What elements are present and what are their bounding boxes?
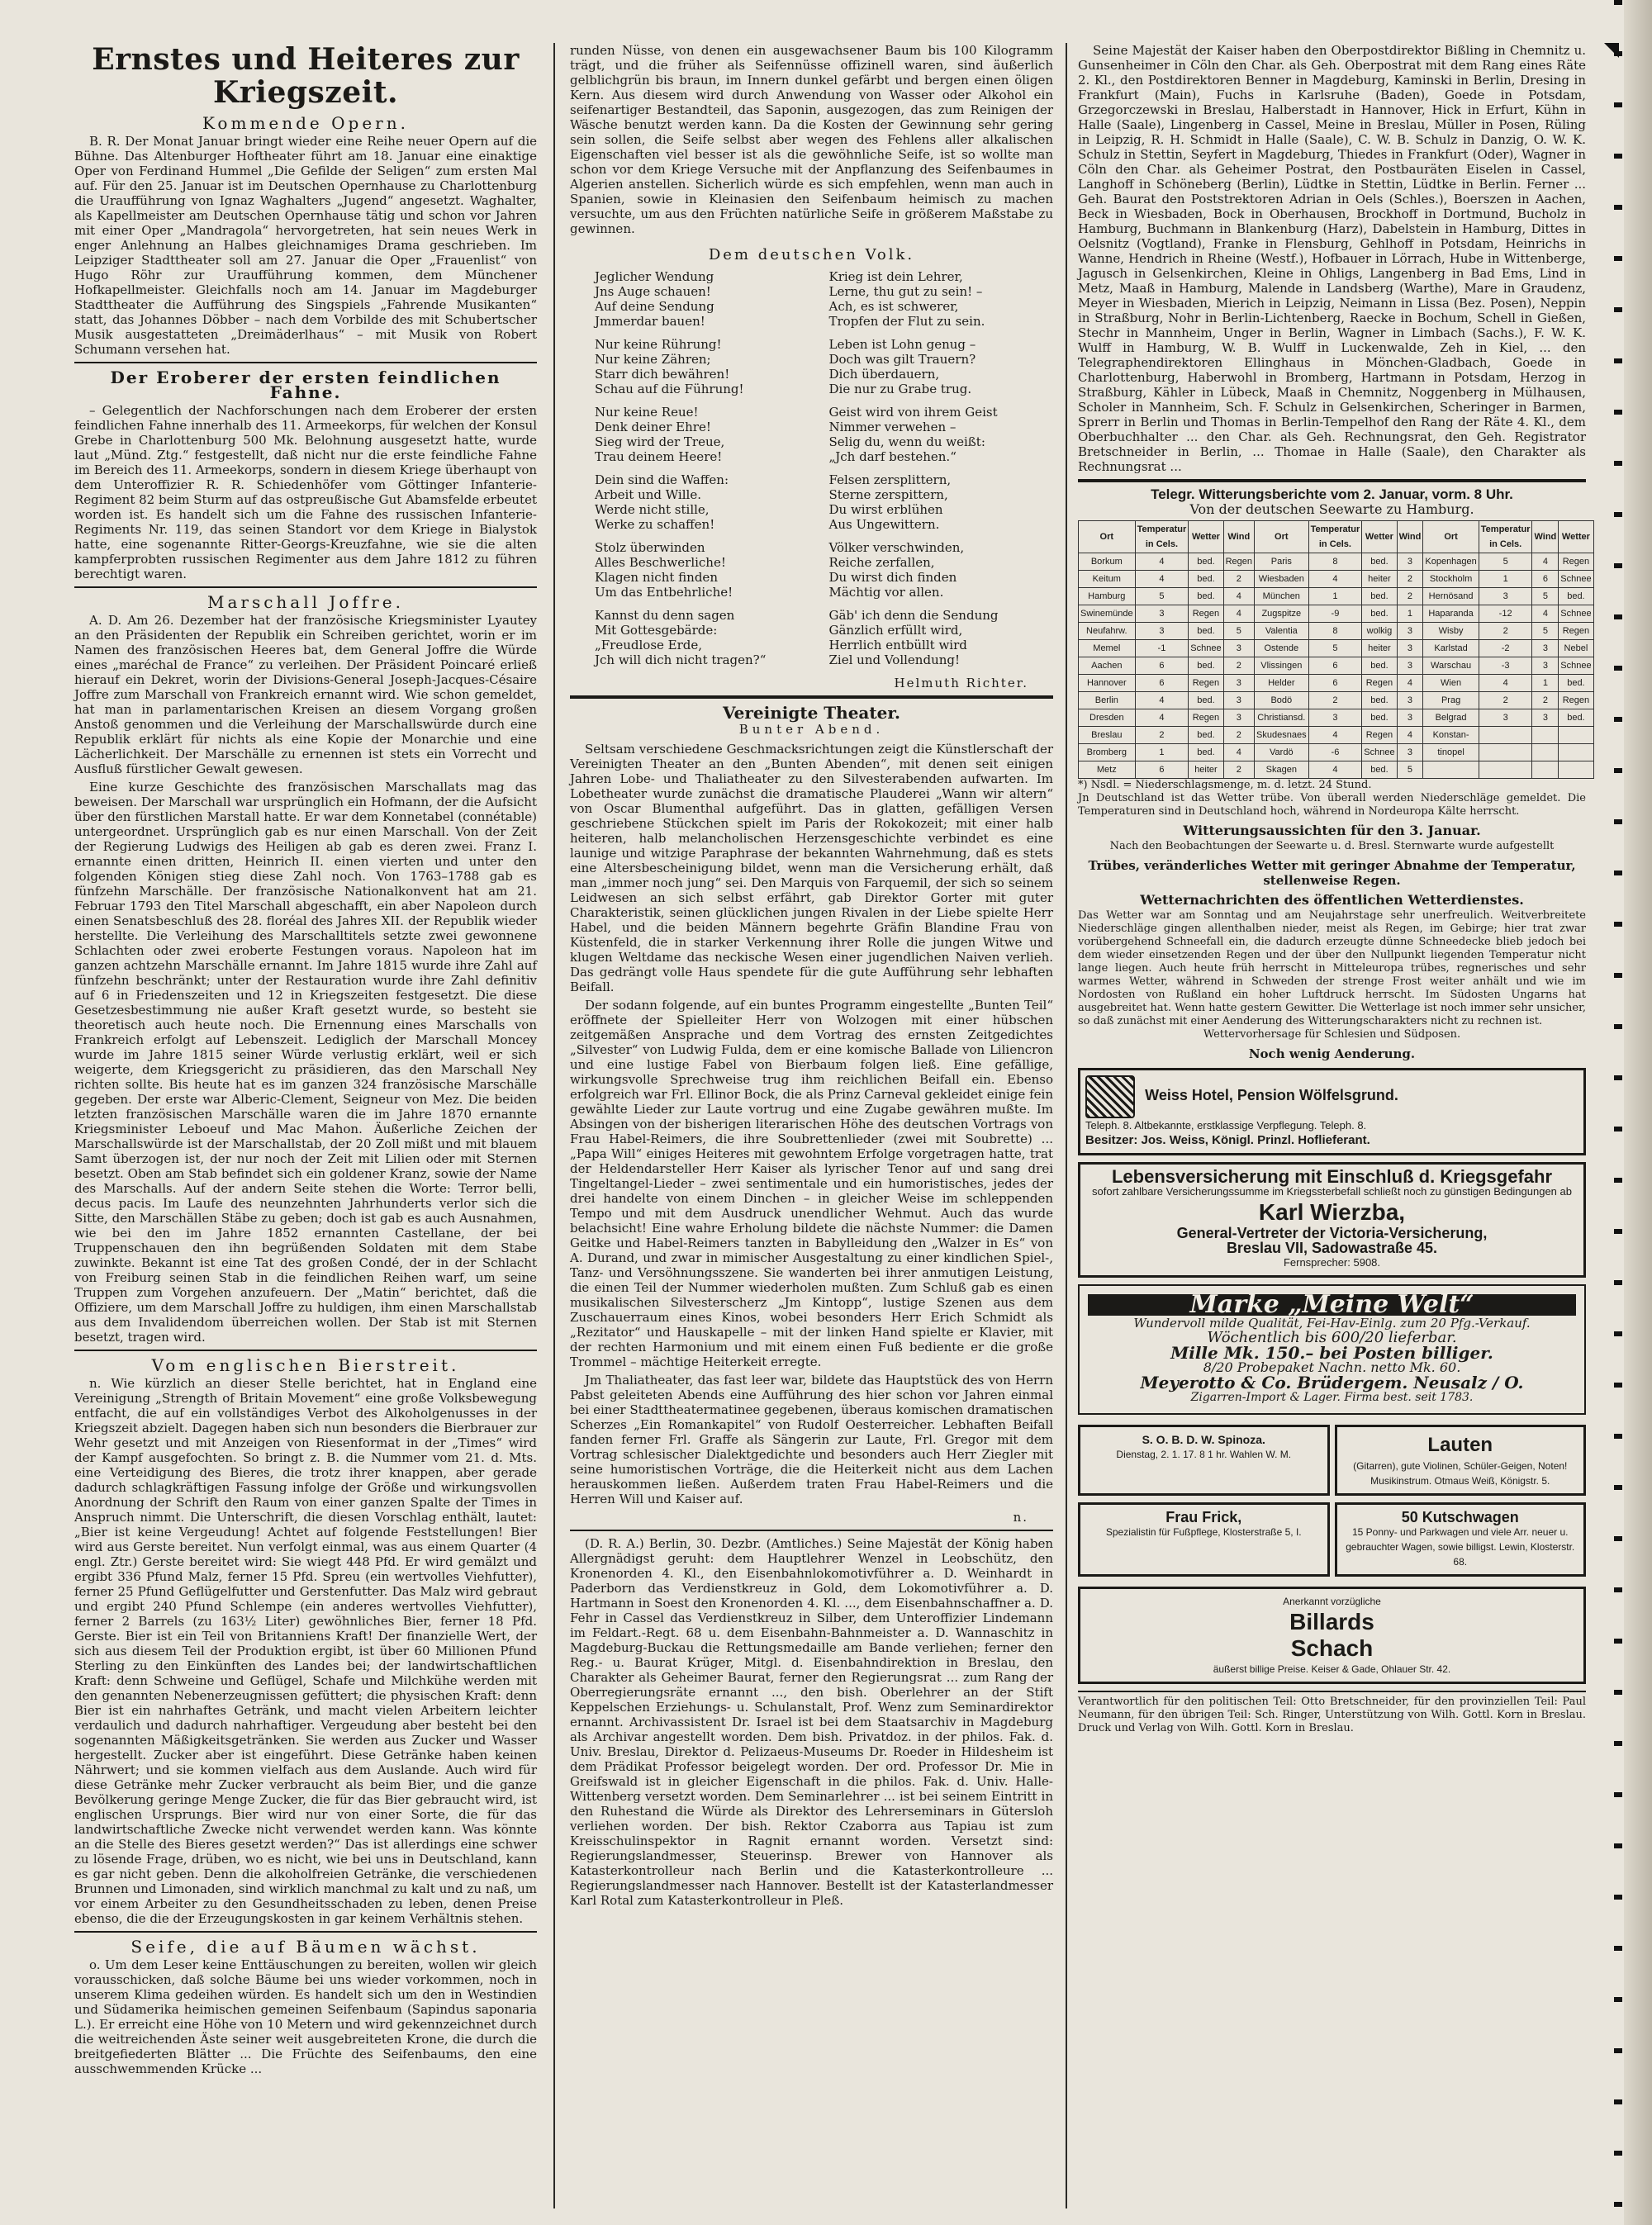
table-cell: Skagen: [1255, 761, 1309, 779]
table-cell: Regen: [1559, 553, 1593, 571]
table-cell: bed.: [1362, 605, 1397, 623]
table-cell: bed.: [1362, 553, 1397, 571]
table-cell: 3: [1532, 640, 1559, 657]
table-cell: 5: [1532, 623, 1559, 640]
table-cell: 3: [1135, 605, 1189, 623]
ad-text: 8/20 Probepaket Nachn. netto Mk. 60.: [1203, 1359, 1461, 1375]
table-cell: Schnee: [1189, 640, 1223, 657]
forecast-subtitle: Nach den Beobachtungen der Seewarte u. d. Bresl. Sternwarte wurde aufgestellt: [1109, 840, 1555, 852]
column-rule: [1066, 43, 1067, 2208]
poem-title: Dem deutschen Volk.: [708, 246, 915, 263]
table-cell: 3: [1397, 640, 1423, 657]
article-title: Der Eroberer der ersten feindlichen Fahne.: [110, 368, 501, 402]
table-cell: bed.: [1189, 588, 1223, 605]
table-cell: 4: [1223, 744, 1254, 761]
table-cell: Kopenhagen: [1423, 553, 1479, 571]
table-cell: 2: [1479, 692, 1532, 709]
table-cell: 4: [1135, 571, 1189, 588]
table-cell: 1: [1532, 675, 1559, 692]
table-cell: Memel: [1079, 640, 1136, 657]
table-cell: 1: [1397, 605, 1423, 623]
ad-title: Lebensversicherung mit Einschluß d. Kriegsgefahr: [1111, 1166, 1553, 1187]
ad-text: (Gitarren), gute Violinen, Schüler-Geigen, Noten! Musikinstrum. Otmaus Weiß, Königstr. 5.: [1353, 1460, 1568, 1487]
ad-title: 50 Kutschwagen: [1401, 1509, 1519, 1525]
table-cell: 5: [1223, 623, 1254, 640]
poem-stanza: Nur keine Rührung! Nur keine Zähren; Starr dich bewähren! Schau auf die Führung!: [595, 337, 744, 396]
table-cell: Metz: [1079, 761, 1136, 779]
column-3: [1078, 43, 1592, 2208]
table-cell: Wien: [1423, 675, 1479, 692]
table-cell: Dresden: [1079, 709, 1136, 727]
table-cell: 8: [1308, 623, 1362, 640]
table-cell: -2: [1479, 640, 1532, 657]
table-cell: -1: [1135, 640, 1189, 657]
table-cell: 6: [1135, 675, 1189, 692]
poem-stanza: Felsen zersplittern, Sterne zerspittern, Du wirst erblühen Aus Ungewittern.: [828, 472, 952, 532]
table-cell: Keitum: [1079, 571, 1136, 588]
ad-lauten: [1335, 1425, 1587, 1496]
weather-table: [1078, 520, 1594, 779]
table-cell: -6: [1308, 744, 1362, 761]
table-cell: 4: [1532, 553, 1559, 571]
table-cell: bed.: [1189, 571, 1223, 588]
poem-stanza: Kannst du denn sagen Mit Gottesgebärde: „Freudlose Erde, Jch will dich nicht tragen?“: [595, 608, 767, 667]
weather-news-text: Das Wetter war am Sonntag und am Neujahrstage sehr unerfreulich. Weitverbreitete Niederschläge gingen allenthalben nieder, meist als Regen, im Gebirge; hier trat zwar vorübergehend Schneefall ein, die dadurch erzeugte dünne Schneedecke blieb jedoch bei dem wieder einsetzenden Regen und der über den Nullpunkt liegenden Temperatur nicht lange liegen. Auch heute früh herrscht in Mitteleuropa trübes, regnerisches und sehr warmes Wetter, während in Schweden der strenge Frost weiter anhält und wie im Nordosten von Rußland ein hoher Luftdruck herrscht. Im Südosten Ungarns hat ausgebreitet hat. Wenn hatte gestern Gewitter. Die Wetterlage ist noch immer sehr unsicher, so daß zunächst mit einer Aenderung des Witterungscharakters nicht zu rechnen ist.: [1078, 909, 1586, 1027]
table-cell: 3: [1532, 709, 1559, 727]
table-cell: 5: [1397, 761, 1423, 779]
table-cell: 4: [1532, 605, 1559, 623]
table-cell: bed.: [1189, 623, 1223, 640]
table-cell: [1559, 727, 1593, 744]
weather-table-body: [1079, 553, 1594, 779]
ad-weiss-hotel: [1078, 1068, 1586, 1155]
table-cell: Schnee: [1559, 657, 1593, 675]
column-2: [570, 43, 1053, 2208]
table-cell: Prag: [1423, 692, 1479, 709]
article-text: – Gelegentlich der Nachforschungen nach dem Eroberer der ersten feindlichen Fahne innerhalb des 11. Armeekorps, für welchen der Konsul Grebe in Charlottenburg 500 Mk. Belohnung ausgesetzt hatte, wurde laut „Münd. Ztg.“ festgestellt, daß nicht nur die erste feindliche Fahne im Bereich des 11. Armeekorps, sondern in diesem Kriege überhaupt von dem Unteroffizier R. R. Schiedenhöfer vom Göttinger Infanterie-Regiment 82 beim Sturm auf das ostpreußische Gut Abamsfelde erbeutet worden ist. Es handelt sich um die Fahne des russischen Infanterie-Regiments Nr. 119, das seinen Standort vor dem Kriege in Bialystok hatte, eine sogenannte Ritter-Georgs-Kreuzfahne, wie sie die alten kampferprobten russischen Regimenter aus dem Jahre 1812 zu führen berechtigt waren.: [74, 403, 538, 581]
weather-news-title: Wetternachrichten des öffentlichen Wetterdienstes.: [1140, 892, 1524, 908]
ad-brand: Marke „Meine Welt“: [1088, 1294, 1576, 1316]
table-cell: Vlissingen: [1255, 657, 1309, 675]
table-cell: 4: [1308, 571, 1362, 588]
table-cell: [1479, 761, 1532, 779]
table-cell: 2: [1223, 761, 1254, 779]
table-cell: -12: [1479, 605, 1532, 623]
margin-marks: [1614, 0, 1622, 2225]
table-cell: Skudesnaes: [1255, 727, 1309, 744]
table-cell: heiter: [1189, 761, 1223, 779]
table-cell: 4: [1135, 709, 1189, 727]
table-cell: Schnee: [1559, 571, 1593, 588]
table-cell: [1423, 761, 1479, 779]
table-header: Wind: [1223, 521, 1254, 553]
ad-row: [1078, 1499, 1586, 1580]
table-header: Wetter: [1559, 521, 1593, 553]
crest-icon: [1085, 1075, 1135, 1118]
article-text: Seine Majestät der Kaiser haben den Oberpostdirektor Bißling in Chemnitz u. Gunsenheimer in Cöln den Char. als Geh. Oberpostrat mit dem Rang eines Räte 2. Kl., den Postdirektoren Benner in Magdeburg, Kaminski in Berlin, Dresing in Frankfurt (Main), Fuchs in Karlsruhe (Baden), Goede in Potsdam, Grzegorczewski in Breslau, Halberstadt in Hannover, Hick in Erfurt, Kühn in Halle (Saale), Lingenberg in Cassel, Meine in Breslau, Müller in Posen, Rüling in Leipzig, R. H. Schmidt in Halle (Saale), C. W. B. Schulz in Danzig, O. W. K. Schulz in Stettin, Seyfert in Magdeburg, Thiedes in Frankfurt (Oder), Wagner in Cöln den Char. als Geheimer Postrat, den Postbauräten Eiselen in Cassel, Langhoff in Schöneberg (Berlin), Lüdtke in Stettin, Lüdtke in Berlin. Ferner ... Geh. Baurat den Poststrektoren Adrian in Oels (Schles.), Boerszen in Aachen, Beck in Wiesbaden, Bock in Oberhausen, Brockhoff in Dortmund, Bucholz in Hamburg, Buchmann in Blankenburg (Harz), Dabelstein in Hamburg, Dittes in Oelsnitz (Vogtland), Franke in Flensburg, Gehlhoff in Potsdam, Heinrichs in Wanne, Hendrich in Rheine (Westf.), Hofbauer in Lörrach, Hube in Wittenberge, Jagusch in Gelsenkirchen, Kleine in Ohligs, Langenberg in Bad Ems, Lind in Metz, Maaß in Hamburg, Malende in Landsberg (Warthe), Mare in Graudenz, Meyer in Wiesbaden, Mierich in Leipzig, Neimann in Lissa (Bez. Posen), Neppin in Straßburg, Nohr in Berlin-Lichtenberg, Raecke in Bochum, Schell in Gießen, Stechr in Mannheim, Unger in Berlin, Wagner in Limbach (Sachs.), F. W. K. Wulff in Hamburg, W. B. Wulff in Luckenwalde, Zeh in Kiel, ... den Telegraphendirektoren Ellinghaus in Mönchen-Gladbach, Goede in Charlottenburg, Haberwohl in Bromberg, Hartmann in Potsdam, Herzog in Straßburg, Kähler in Lübeck, Maaß in Chemnitz, Noggenberg in Mülhausen, Scholer in Mannheim, Sch. F. Schulz in Gelsenkirchen, Scheringer in Barmen, Sprerr in Berlin und Thomas in Berlin-Tempelhof den Rang der Räte 4. Kl., dem Oberbuchhalter ... den Char. als Geh. Rechnungsrat, den Geh. Registrator Bretschneider in Berlin, ... Thomae in Halle (Saale), den Charakter als Rechnungsrat ...: [1078, 43, 1586, 474]
column-rule: [553, 43, 555, 2208]
table-cell: 2: [1479, 623, 1532, 640]
divider: [74, 1931, 537, 1933]
forecast-title: Witterungsaussichten für den 3. Januar.: [1183, 823, 1481, 838]
table-cell: Warschau: [1423, 657, 1479, 675]
table-cell: München: [1255, 588, 1309, 605]
table-cell: Regen: [1559, 623, 1593, 640]
article-title: Marschall Joffre.: [207, 592, 404, 612]
table-cell: bed.: [1362, 761, 1397, 779]
ad-title: S. O. B. D. W. Spinoza.: [1142, 1433, 1265, 1446]
weather-note: Jn Deutschland ist das Wetter trübe. Von überall werden Niederschläge gemeldet. Die Temperaturen sind in Deutschland hoch, während in Nordeuropa Kälte herrscht.: [1078, 792, 1586, 818]
table-cell: 2: [1397, 571, 1423, 588]
table-cell: [1479, 744, 1532, 761]
table-cell: Belgrad: [1423, 709, 1479, 727]
table-cell: Regen: [1559, 692, 1593, 709]
table-cell: 3: [1532, 657, 1559, 675]
ad-text: äußerst billige Preise. Keiser & Gade, Ohlauer Str. 42.: [1213, 1663, 1451, 1675]
column-1: [74, 43, 537, 2208]
table-cell: 3: [1479, 588, 1532, 605]
table-cell: Helder: [1255, 675, 1309, 692]
table-cell: Breslau: [1079, 727, 1136, 744]
ad-text: Meyerotto & Co. Brüdergem. Neusalz / O.: [1140, 1373, 1524, 1392]
table-cell: Vardö: [1255, 744, 1309, 761]
table-cell: 6: [1532, 571, 1559, 588]
table-cell: 2: [1397, 588, 1423, 605]
table-cell: 6: [1135, 657, 1189, 675]
table-cell: Regen: [1189, 709, 1223, 727]
table-header: Wetter: [1362, 521, 1397, 553]
poem-author: Helmuth Richter.: [894, 676, 1028, 690]
poem-stanza: Geist wird von ihrem Geist Nimmer verwehen – Selig du, wenn du weißt: „Jch darf bestehen.“: [828, 405, 998, 464]
ad-title: Weiss Hotel, Pension Wölfelsgrund.: [1145, 1086, 1398, 1103]
corner-mark: [1604, 43, 1619, 58]
ad-kutschwagen: [1335, 1502, 1587, 1577]
table-cell: 3: [1397, 692, 1423, 709]
ad-sobd: [1078, 1425, 1330, 1496]
table-cell: 1: [1308, 588, 1362, 605]
article-title: Vereinigte Theater.: [722, 703, 901, 723]
table-cell: bed.: [1362, 692, 1397, 709]
poem-column-left: [595, 269, 795, 676]
table-cell: 4: [1308, 761, 1362, 779]
ad-text: Spezialistin für Fußpflege, Klosterstraße 5, I.: [1105, 1526, 1302, 1538]
weather-subtitle: Von der deutschen Seewarte zu Hamburg.: [1189, 501, 1474, 517]
table-row: [1079, 553, 1594, 571]
table-header: Ort: [1255, 521, 1309, 553]
ad-frick: [1078, 1502, 1330, 1577]
poem-stanza: Jeglicher Wendung Jns Auge schauen! Auf deine Sendung Jmmerdar bauen!: [595, 269, 714, 329]
table-cell: bed.: [1362, 709, 1397, 727]
article-text: (D. R. A.) Berlin, 30. Dezbr. (Amtliches.) Seine Majestät der König haben Allergnädigst geruht: dem Hauptlehrer Wenzel in Leobschütz, den Kronenorden 4. Kl., den Eisenbahnlokomotivführer a. D. Weinhardt in Paderborn das Verdienstkreuz in Gold, dem Lokomotivführer a. D. Hartmann in Soest den Kronenorden 4. Kl. ..., dem Eisenbahnschaffner a. D. Fehr in Cassel das Verdienstkreuz in Silber, dem Unteroffizier Lindemann im Feldart.-Regt. 68 u. dem Eisenbahn-Bahnmeister a. D. Wannaschitz in Magdeburg-Buckau die Rettungsmedaille am Bande verliehen; ferner den Reg.- u. Baurat Krüger, Mitgl. d. Eisenbahndirektion in Breslau, den Charakter als Geheimer Baurat, ferner den Regierungsrat ... zum Rang der Oberregierungsräte ernannt ..., den bish. Oberlehrer an der Stift Keppelschen Erziehungs- u. Schulanstalt, Prof. Wenz zum Seminardirektor ernannt. Archivassistent Dr. Israel ist bei dem Staatsarchiv in Magdeburg als Archivar angestellt worden. Dem bish. Privatdoz. in der philos. Fak. d. Univ. Breslau, Direktor d. Pelizaeus-Museums Dr. Roeder in Hildesheim ist dem Prädikat Professor beigelegt worden. Der ord. Professor Dr. Mie in Greifswald ist in gleicher Eigenschaft in die philos. Fak. d. Univ. Halle-Wittenberg versetzt worden. Dem Seminarlehrer ... ist bei seinem Eintritt in den Ruhestand die Würde als Direktor des Lehrerseminars in Gütersloh verliehen worden. Der bish. Rektor Czaborra aus Tapiau ist zum Kreisschulinspektor in Ragnit ernannt worden. Versetzt sind: Regierungslandmesser, Steuerinsp. Brewer von Hannover als Katasterkontrolleur nach Berlin und die Katasterkontrolleure ... Regierungslandmesser nach Hannover. Bestellt ist der Katasterlandmesser Karl Rotal zum Katasterkontrolleur in Pleß.: [570, 1536, 1053, 1908]
table-cell: Valentia: [1255, 623, 1309, 640]
divider: [74, 586, 537, 588]
table-cell: Borkum: [1079, 553, 1136, 571]
table-cell: bed.: [1189, 553, 1223, 571]
table-cell: bed.: [1189, 727, 1223, 744]
table-row: [1079, 623, 1594, 640]
table-cell: tinopel: [1423, 744, 1479, 761]
table-header: Temperatur in Cels.: [1479, 521, 1532, 553]
table-cell: 3: [1397, 553, 1423, 571]
divider: [74, 1350, 537, 1351]
table-cell: 5: [1532, 588, 1559, 605]
table-cell: Konstan-: [1423, 727, 1479, 744]
ad-text: Wundervoll milde Qualität, Fei-Hav-Einlg. zum 20 Pfg.-Verkauf.: [1133, 1316, 1531, 1331]
table-cell: 4: [1135, 553, 1189, 571]
table-cell: bed.: [1362, 657, 1397, 675]
table-cell: 4: [1223, 588, 1254, 605]
weather-footnote: *) Nsdl. = Niederschlagsmenge, m. d. letzt. 24 Stund.: [1078, 779, 1372, 791]
table-cell: 4: [1397, 675, 1423, 692]
table-cell: 3: [1223, 640, 1254, 657]
table-header: Temperatur in Cels.: [1135, 521, 1189, 553]
table-cell: 6: [1135, 761, 1189, 779]
table-cell: bed.: [1559, 588, 1593, 605]
table-cell: Berlin: [1079, 692, 1136, 709]
article-text: Eine kurze Geschichte des französischen Marschallats mag das beweisen. Der Marschall war ursprünglich ein Hofmann, der die Aufsicht über den fürstlichen Marstall hatte. Er war dem Konnetabel (connétable) untergeordnet. Ursprünglich gab es nur einen Marschall. Von der Zeit der Regierung Ludwigs des Heiligen ab gab es deren zwei. Franz I. ernannte einen dritten, Heinrich II. einen vierten und unter den folgenden Königen stieg diese Zahl noch. Von 1763–1788 gab es fünfzehn Marschälle. Der französische Nationalkonvent hat am 21. Februar 1793 den Titel Marschall abgeschafft, ein aber Napoleon durch einen Senatsbeschluß des 28. floréal des Jahres XII. der Republik wieder herstellte. Die Verleihung des Marschalltitels setzte zwei gewonnene Schlachten oder zwei eroberte Festungen voraus. Napoleon hat im ganzen achtzehn Marschälle ernannt. Im Jahre 1815 wurde ihre Zahl auf fünfzehn beschränkt; unter der Restauration wurde ihre Zahl definitiv auf 6 in Friedenszeiten und 12 in Kriegszeiten festgesetzt. Die diese Gesetzesbestimmung nie außer Kraft gesetzt wurde, so besteht sie theoretisch auch heute noch. Die Ernennung eines Marschalls von Frankreich erfolgt auf Lebenszeit. Lediglich der Marschall Moncey wurde im Jahre 1815 seiner Würde verlustig erklärt, weil er sich weigerte, dem Kriegsgericht zu präsidieren, das den Marschall Ney richten sollte. Bis heute hat es im ganzen 324 französische Marschälle gegeben. Der erste war Alberic-Clement, Seigneur von Mez. Die beiden letzten französischen Marschälle waren die im Jahre 1870 ernannte Kriegsminister Leboeuf und Mac Mahon. Äußerliche Zeichen der Marschallswürde ist der Marschallstab, der 20 Zoll mißt und mit blauem Samt überzogen ist, der nur noch der Zeit mit Lilien oder mit Sternen besetzt. Oben am Stab befindet sich ein goldener Kranz, sowie der Name des Marschalls. Auf der andern Seite stehen die Worte: Terror belli, decus pacis. Im Laufe des neunzehnten Jahrhunderts verlor sich die Sitte, den Marschällen Stäbe zu geben; doch ist gab es auch Ausnahmen, wie bei den im Jahre 1852 ernannten Castellane, der bei Truppenschauen den ihn begrüßenden Soldaten mit dem Stabe zuwinkte. Bekannt ist eine Tat des großen Condé, der in der Schlacht von Freiburg seinen Stab in die feindlichen Reihen warf, um seine Truppen zum Vorgehen anzufeuern. Der „Matin“ berichtet, daß die Offiziere, um dem Marschall Joffre zu huldigen, ihm einen Marschallstab aus dem Invalidendom überreichen wollen. Der Stab ist mit Sternen besetzt, tragen wird.: [74, 780, 537, 1345]
table-cell: 1: [1479, 571, 1532, 588]
table-cell: 3: [1223, 675, 1254, 692]
table-cell: 4: [1135, 692, 1189, 709]
ad-text: Dienstag, 2. 1. 17. 8 1 hr. Wahlen W. M.: [1116, 1449, 1292, 1460]
table-cell: Swinemünde: [1079, 605, 1136, 623]
table-row: [1079, 605, 1594, 623]
table-cell: Haparanda: [1423, 605, 1479, 623]
table-cell: Neufahrw.: [1079, 623, 1136, 640]
regional-forecast-value: Noch wenig Aenderung.: [1248, 1046, 1416, 1061]
table-cell: -9: [1308, 605, 1362, 623]
ad-text: General-Vertreter der Victoria-Versicherung,: [1176, 1225, 1488, 1241]
table-header: Ort: [1423, 521, 1479, 553]
ad-text: Anerkannt vorzügliche: [1283, 1596, 1381, 1607]
table-cell: Hannover: [1079, 675, 1136, 692]
table-row: [1079, 657, 1594, 675]
table-cell: 2: [1223, 727, 1254, 744]
ad-text: Fernsprecher: 5908.: [1283, 1256, 1381, 1269]
ad-text: Teleph. 8. Altbekannte, erstklassige Verpflegung. Teleph. 8.: [1085, 1119, 1367, 1131]
table-cell: Regen: [1189, 605, 1223, 623]
table-cell: heiter: [1362, 640, 1397, 657]
imprint: Verantwortlich für den politischen Teil: Otto Bretschneider, für den provinziellen Teil: Paul Neumann, für den übrigen Teil: Sch. Ringer, Unterstützung von Wilh. Gottl. Korn in Breslau. Druck und Verlag von Wilh. Gottl. Korn in Breslau.: [1078, 1691, 1586, 1735]
table-cell: 3: [1397, 623, 1423, 640]
table-cell: [1559, 761, 1593, 779]
table-cell: Hernösand: [1423, 588, 1479, 605]
table-cell: bed.: [1559, 709, 1593, 727]
table-cell: 3: [1223, 709, 1254, 727]
divider: [570, 695, 1053, 699]
table-cell: 2: [1135, 727, 1189, 744]
table-cell: 5: [1135, 588, 1189, 605]
ad-life-insurance: [1078, 1162, 1586, 1278]
table-cell: Stockholm: [1423, 571, 1479, 588]
ad-title: Schach: [1290, 1635, 1374, 1661]
table-cell: 2: [1223, 657, 1254, 675]
table-header: Wind: [1532, 521, 1559, 553]
table-cell: [1532, 744, 1559, 761]
table-cell: Regen: [1189, 675, 1223, 692]
table-cell: 3: [1135, 623, 1189, 640]
table-header: Ort: [1079, 521, 1136, 553]
table-cell: 3: [1397, 709, 1423, 727]
poem: [570, 269, 1053, 676]
article-text: B. R. Der Monat Januar bringt wieder eine Reihe neuer Opern auf die Bühne. Das Altenburger Hoftheater führt am 18. Januar eine einaktige Oper von Ferdinand Hummel „Die Gefilde der Seligen“ zum ersten Mal auf. Für den 25. Januar ist im Deutschen Opernhause zu Charlottenburg die Uraufführung von Ignaz Waghalters „Jugend“ angesetzt. Waghalter, als Kapellmeister am Deutschen Opernhause tätig und schon vor Jahren mit einer Oper „Mandragola“ hervorgetreten, hat sein neues Werk in enger Anlehnung an Halbes gleichnamiges Drama geschrieben. Im Leipziger Stadttheater soll am 27. Januar die Oper „Frauenlist“ von Hugo Röhr zur Uraufführung kommen, dem Münchener Hofkapellmeister. Gleichfalls noch am 14. Januar im Magdeburger Stadttheater die Aufführung des Singspiels „Fahrende Musikanten“ statt, das Johannes Döbber – nach dem Vorbilde des mit Schubertscher Musik ausgestatteten „Dreimäderlhaus“ – mit Musik von Robert Schumann versehen hat.: [74, 134, 537, 357]
article-text: o. Um dem Leser keine Enttäuschungen zu bereiten, wollen wir gleich vorausschicken, daß solche Bäume bei uns wieder vorkommen, noch in unserem Klima gedeihen würden. Es handelt sich um den in Westindien und Südamerika heimischen gemeinen Seifenbaum (Sapindus saponaria L.). Er erreicht eine Höhe von 10 Metern und wird gekennzeichnet durch die weitreichenden Äste seiner weit ausgebreiteten Krone, die durch die breitgefiederten Blätter ... Die Früchte des Seifenbaums, den eine ausschwemmenden Krücke ...: [74, 1957, 537, 2076]
table-cell: [1559, 744, 1593, 761]
table-cell: Bromberg: [1079, 744, 1136, 761]
table-row: [1079, 744, 1594, 761]
table-row: [1079, 588, 1594, 605]
ad-billards: [1078, 1587, 1586, 1684]
ad-text: Wöchentlich bis 600/20 lieferbar.: [1207, 1329, 1457, 1346]
forecast-text: Trübes, veränderliches Wetter mit geringer Abnahme der Temperatur, stellenweise Regen.: [1088, 858, 1576, 888]
table-cell: 6: [1308, 657, 1362, 675]
ad-text: Besitzer: Jos. Weiss, Königl. Prinzl. Hoflieferant.: [1085, 1133, 1370, 1147]
divider: [570, 1530, 1053, 1531]
table-cell: Hamburg: [1079, 588, 1136, 605]
poem-stanza: Gäb' ich denn die Sendung Gänzlich erfüllt wird, Herrlich entbüllt wird Ziel und Vollendung!: [828, 608, 999, 667]
table-cell: [1479, 727, 1532, 744]
table-cell: 3: [1397, 657, 1423, 675]
table-header: Wind: [1397, 521, 1423, 553]
ad-name: Karl Wierzba,: [1258, 1199, 1406, 1225]
ad-title: Billards: [1289, 1609, 1374, 1634]
table-cell: 4: [1308, 727, 1362, 744]
table-cell: Ostende: [1255, 640, 1309, 657]
poem-stanza: Nur keine Reue! Denk deiner Ehre! Sieg wird der Treue, Trau deinem Heere!: [595, 405, 725, 464]
table-cell: 3: [1308, 709, 1362, 727]
table-cell: Schnee: [1362, 744, 1397, 761]
table-row: [1079, 571, 1594, 588]
table-cell: 6: [1308, 675, 1362, 692]
ad-title: Lauten: [1427, 1434, 1493, 1456]
poem-stanza: Dein sind die Waffen: Arbeit und Wille. Werde nicht stille, Werke zu schaffen!: [595, 472, 729, 532]
table-row: [1079, 675, 1594, 692]
table-header: Temperatur in Cels.: [1308, 521, 1362, 553]
ad-text: Mille Mk. 150.– bei Posten billiger.: [1170, 1343, 1493, 1363]
table-cell: Christiansd.: [1255, 709, 1309, 727]
ad-text: sofort zahlbare Versicherungssumme im Kriegssterbefall schließt noch zu günstigen Bedingungen ab: [1092, 1185, 1572, 1198]
table-cell: Aachen: [1079, 657, 1136, 675]
table-cell: Regen: [1362, 727, 1397, 744]
table-cell: Schnee: [1559, 605, 1593, 623]
table-cell: 3: [1223, 692, 1254, 709]
table-cell: Karlstad: [1423, 640, 1479, 657]
table-cell: -3: [1479, 657, 1532, 675]
table-header: Wetter: [1189, 521, 1223, 553]
table-cell: Wisby: [1423, 623, 1479, 640]
table-row: [1079, 727, 1594, 744]
table-cell: [1532, 761, 1559, 779]
table-cell: 5: [1308, 640, 1362, 657]
article-text: runden Nüsse, von denen ein ausgewachsener Baum bis 100 Kilogramm trägt, und die früher als Seifennüsse offizinell waren, sind äußerlich gelblichgrün bis braun, im Innern dunkel gefärbt und bergen einen öligen Kern. Aus diesem wird durch Anwendung von Wasser oder Alkohol ein seifenartiger Bestandteil, das Saponin, ausgezogen, das zum Reinigen der Wäsche benutzt werden kann. Da die Kosten der Gewinnung sehr gering sein sollen, die Seife selbst aber wegen des Fehlens aller alkalischen Eigenschaften viel besser ist als die gewöhnliche Seife, ist so wollte man schon vor dem Kriege Versuche mit der Anpflanzung des Seifenbaumes in Algerien anstellen. Sicherlich würde es sich empfehlen, wenn man auch in Spanien, sowie in Kleinasien den Seifenbaum heimisch zu machen versuchte, um aus den Früchten natürliche Seife in größerem Maßstabe zu gewinnen.: [570, 43, 1053, 236]
table-row: [1079, 640, 1594, 657]
divider: [1078, 479, 1586, 482]
table-cell: Regen: [1223, 553, 1254, 571]
table-cell: 1: [1135, 744, 1189, 761]
article-text: Der sodann folgende, auf ein buntes Programm eingestellte „Bunten Teil“ eröffnete der Spielleiter Herr von Wolzogen mit einer hübschen zeitgemäßen Ansprache und dem Vortrag des ernsten Zeitgedichtes „Silvester“ von Ludwig Fulda, dem er eine komische Ballade von Liliencron und eine lustige Fabel von Bierbaum folgen ließ. Eine gefällige, wirkungsvolle Sprechweise trug ihm reichlichen Beifall ein. Ebenso erfolgreich war Frl. Ellinor Bock, die als Prinz Carneval gekleidet einige fein gewählte Lieder zur Laute vortrug und eine Zugabe gewähren mußte. Im Absingen von der bisherigen literarischen Höhe des deutschen Vortrags von Frau Habel-Reimers, die ihre Soubrettenlieder (zwei mit Soubrette) ... „Papa Will“ einiges Heiteres mit gewohntem Erfolge vorgetragen hatte, trat der Heldendarsteller Herr Kaiser als lyrischer Tenor auf und sang drei Tingeltangel-Lieder – zwei sentimentale und ein humoristisches, jedes der drei handelte von einem Dinchen – in gleicher Weise im schleppenden Tempo und mit dem Ausdruck unendlicher Wehmut. Auch das wurde belachsicht! Eine wahre Erholung bildete die nächste Nummer: die Damen Geitke und Habel-Reimers tanzten in Babylleidung den „Walzer in Es“ von A. Durand, und zwar in mimischer Ausgestaltung zu einer kindlichen Spiel-, Tanz- und Versöhnungsszene. Sie wanderten bei ihrer anmutigen Leistung, die einen Teil der Nummer wiederholen mußten. Zum Schluß gab es einen musikalischen Silvesterscherz „Jm Kintopp“, lustige Szenen aus dem Zuschauerraum eines Kinos, wobei besonders Herr Erich Schmidt als „Rezitator“ und Hauskapelle – mit der linken Hand spielte er Klavier, mit der rechten Harmonium und mit einem einen Fuß bediente er die große Trommel – mächtige Heiterkeit erregte.: [570, 998, 1053, 1369]
table-cell: Nebel: [1559, 640, 1593, 657]
ad-text: 15 Ponny- und Parkwagen und viele Arr. neuer u. gebrauchter Wagen, sowie billigst. Lewin, Klosterstr. 68.: [1346, 1526, 1575, 1568]
table-cell: 2: [1308, 692, 1362, 709]
table-cell: bed.: [1189, 657, 1223, 675]
ad-meine-welt: [1078, 1284, 1586, 1415]
article-text: A. D. Am 26. Dezember hat der französische Kriegsminister Lyautey an den Präsidenten der Republik ein Schreiben gerichtet, worin er im Namen des französischen Heeres bat, dem General Joffre die Würde eines „maréchal de France“ zu verleihen. Der Präsident Poincaré erließ hierauf ein Dekret, worin der Divisions-General Joseph-Jacques-Césaire Joffre zum Marschall von Frankreich ernannt wird. Wie schon gemeldet, hat man in parlamentarischen Kreisen an diesem Vorgang großen Anstoß genommen und die Verleihung der Marschallswürde durch eine Republik erklärt für nichts als eine Kopie der Monarchie und eine Lächerlichkeit. Der Marschälle zu ernennen ist stets ein Vorrecht und Ausfluß fürstlicher Gewalt gewesen.: [74, 613, 537, 776]
poem-stanza: Stolz überwinden Alles Beschwerliche! Klagen nicht finden Um das Entbehrliche!: [595, 540, 733, 600]
table-row: [1079, 692, 1594, 709]
table-cell: Zugspitze: [1255, 605, 1309, 623]
table-cell: Paris: [1255, 553, 1309, 571]
table-cell: 3: [1479, 709, 1532, 727]
table-cell: 2: [1532, 692, 1559, 709]
poem-column-right: [829, 269, 1029, 676]
poem-stanza: Völker verschwinden, Reiche zerfallen, Du wirst dich finden Mächtig vor allen.: [828, 540, 965, 600]
article-title: Seife, die auf Bäumen wächst.: [131, 1937, 481, 1957]
article-subtitle: Bunter Abend.: [738, 722, 885, 737]
poem-stanza: Krieg ist dein Lehrer, Lerne, thu gut zu sein! – Ach, es ist schwerer, Tropfen der Flut zu sein.: [828, 269, 985, 329]
regional-forecast-title: Wettervorhersage für Schlesien und Südposen.: [1203, 1028, 1461, 1041]
table-cell: bed.: [1189, 744, 1223, 761]
ad-text: Zigarren-Import & Lager. Firma best. seit 1783.: [1190, 1391, 1474, 1404]
table-cell: heiter: [1362, 571, 1397, 588]
article-text: Seltsam verschiedene Geschmacksrichtungen zeigt die Künstlerschaft der Vereinigten Theater an den „Bunten Abenden“, mit denen seit einigen Jahren Lobe- und Thaliatheater zu den Silvesterabenden aufwarten. Im Lobetheater wurde zunächst die dramatische Plauderei „Wann wir altern“ von Oscar Blumenthal aufgeführt. Das in glatten, gefälligen Versen geschriebene Stückchen spielt im Paris der Rokokozeit; mit einer halb heiteren, halb melancholischen Herzensgeschichte verbindet es eine launige und witzige Paraphrase der bekannten Wahrnehmung, daß es stets eine Altersbescheinigung bildet, wenn man die Versicherung erhält, daß man „immer noch jung“ sei. Den Marquis von Farquemil, der sich so seinem Leidwesen an sich selbst erfährt, gab Direktor Gorter mit guter Charakteristik, seinen glücklichen jungen Rivalen in der Liebe spielte Herr Habel, und die beiden Männern begehrte Gräfin Blandine Frau von Küstenfeld, die in starker Verkennung ihrer Rolle die jungen Witwe und klugen Weltdame das neckische Wesen einer jugendlichen Naiven verlieh. Das gedrängt volle Haus spendete für die gute Aufführung sehr lebhaften Beifall.: [570, 742, 1053, 994]
table-row: [1079, 709, 1594, 727]
article-title: Kommende Opern.: [202, 113, 409, 133]
table-cell: 3: [1397, 744, 1423, 761]
table-cell: Regen: [1362, 675, 1397, 692]
table-cell: [1532, 727, 1559, 744]
divider: [74, 362, 537, 363]
table-cell: 8: [1308, 553, 1362, 571]
table-cell: bed.: [1362, 588, 1397, 605]
table-cell: 4: [1223, 605, 1254, 623]
ad-text: Breslau VII, Sadowastraße 45.: [1226, 1240, 1438, 1256]
table-cell: 2: [1223, 571, 1254, 588]
ad-title: Frau Frick,: [1165, 1509, 1242, 1525]
weather-title: Telegr. Witterungsberichte vom 2. Januar, vorm. 8 Uhr.: [1151, 486, 1513, 502]
table-row: [1079, 761, 1594, 779]
table-cell: bed.: [1189, 692, 1223, 709]
article-text: Jm Thaliatheater, das fast leer war, bildete das Hauptstück des von Herrn Pabst geleiteten Abends eine Aufführung des hier schon vor Jahren einmal bei einer Stadttheatermatinee gegebenen, überaus komischen dramatischen Scherzes „Ein Romankapitel“ von Rudolf Oesterreicher. Lebhaften Beifall fanden ferner Frl. Graffe als Sängerin zur Laute, Frl. Gregor mit dem Vortrag schlesischer Dialektgedichte und besonders auch Herr Ziegler mit seine humoristischen Vorträge, die die Heiterkeit nicht aus dem Lachen herauskommen ließen. Außerdem traten Frau Habel-Reimers und die Herren Will und Kaiser auf.: [570, 1373, 1053, 1506]
masthead-title: Ernstes und Heiteres zur Kriegszeit.: [92, 42, 520, 110]
article-title: Vom englischen Bierstreit.: [151, 1355, 460, 1375]
table-cell: wolkig: [1362, 623, 1397, 640]
poem-stanza: Leben ist Lohn genug – Doch was gilt Trauern? Dich überdauern, Die nur zu Grabe trug.: [828, 337, 976, 396]
page-edge: [1624, 0, 1652, 2225]
table-cell: bed.: [1559, 675, 1593, 692]
article-signature: n.: [1013, 1510, 1028, 1525]
table-cell: 4: [1397, 727, 1423, 744]
table-cell: 4: [1479, 675, 1532, 692]
ad-row: [1078, 1421, 1586, 1499]
table-cell: 5: [1479, 553, 1532, 571]
table-cell: Bodö: [1255, 692, 1309, 709]
article-text: n. Wie kürzlich an dieser Stelle berichtet, hat in England eine Vereinigung „Strength of Britain Movement“ eine große Volksbewegung entfacht, die auf ein vollständiges Verbot des Alkoholgenusses in der Kriegszeit abzielt. Dagegen haben sich nun besonders die Bierbrauer zur Wehr gesetzt und mit Anzeigen von Riesenformat in der „Times“ wird der Kampf ausgefochten. So bringt z. B. die Nummer vom 21. d. Mts. eine Verteidigung des Bieres, die trotz ihrer knappen, aber gerade dadurch schlagkräftigen Fassung infolge der Größe und wirkungsvollen Anordnung der Schrift den Raum von einer ganzen Spalte der Times in Anspruch nimmt. Die Unterschrift, die diesen Vorschlag enthält, lautet: „Bier ist keine Vergeudung! Achtet auf folgende Feststellungen! Bier wird aus Gerste bereitet. Nun verfolgt einmal, was aus einem Quarter (4 engl. Ztr.) Gerste bereitet wird: Sie wiegt 448 Pfd. Er wird gemälzt und ergibt 336 Pfund Malz, ferner 15 Pfd. Spreu (ein wertvolles Viehfutter), ferner 25 Pfund Geflügelfutter und Gerstenfutter. Das Malz wird gebraut und ergibt 240 Pfund Schlempe (ein anderes wertvolles Viehfutter), ferner 2 Barrels (zu 163½ Liter) gewöhnliches Bier, ferner 18 Pfd. Gerste. Bier ist ein Teil von Britanniens Kraft! Der finanzielle Wert, der sich aus diesem Teil der Produktion ergibt, ist über 60 Millionen Pfund Sterling zu den Einkünften des Landes bei; der landwirtschaftlichen Kraft: denn Schweine und Geflügel, Schafe und Milchkühe werden mit den genannten Nebenerzeugnissen gefüttert; die physischen Kraft: denn Bier ist ein nahrhaftes Getränk, und macht vielen Arbeitern leichter verdaulich und dadurch nahrhaftiger. Vergeudung aber besteht bei den sogenannten Mäßigkeitsgetränken. Sie werden aus Zucker und Wasser hergestellt. Zucker aber ist eingeführt. Diese Getränke haben keinen Nährwert; und sie kommen vielfach aus dem Auslande. Auch wird für diese Getränke mehr Zucker verbraucht als beim Bier, und die ganze Bevölkerung geringe Menge Zucker, die für das Bier gebraucht wird, ist englischen Ursprungs. Bier wird nur von einer Sorte, die für das landwirtschaftliche Zwecke nicht verwendet werden kann. Was könnte an die Stelle des Bieres gesetzt werden?“ Das ist allerdings eine schwer zu lösende Frage, drüben, wo es nicht, wie bei uns in Deutschland, kann es gar nicht geben. Denn die alkoholfreien Getränke, die verschiedenen Brunnen und Limonaden, sind wirklich manchmal zu kalt und zu naß, um vor einem Arbeiter zu den Gesundheitsschaden zu leben, denen Preise ebenso, die die der Erzeugungskosten in gar keinem Verhältnis stehen.: [74, 1376, 537, 1926]
table-cell: Wiesbaden: [1255, 571, 1309, 588]
